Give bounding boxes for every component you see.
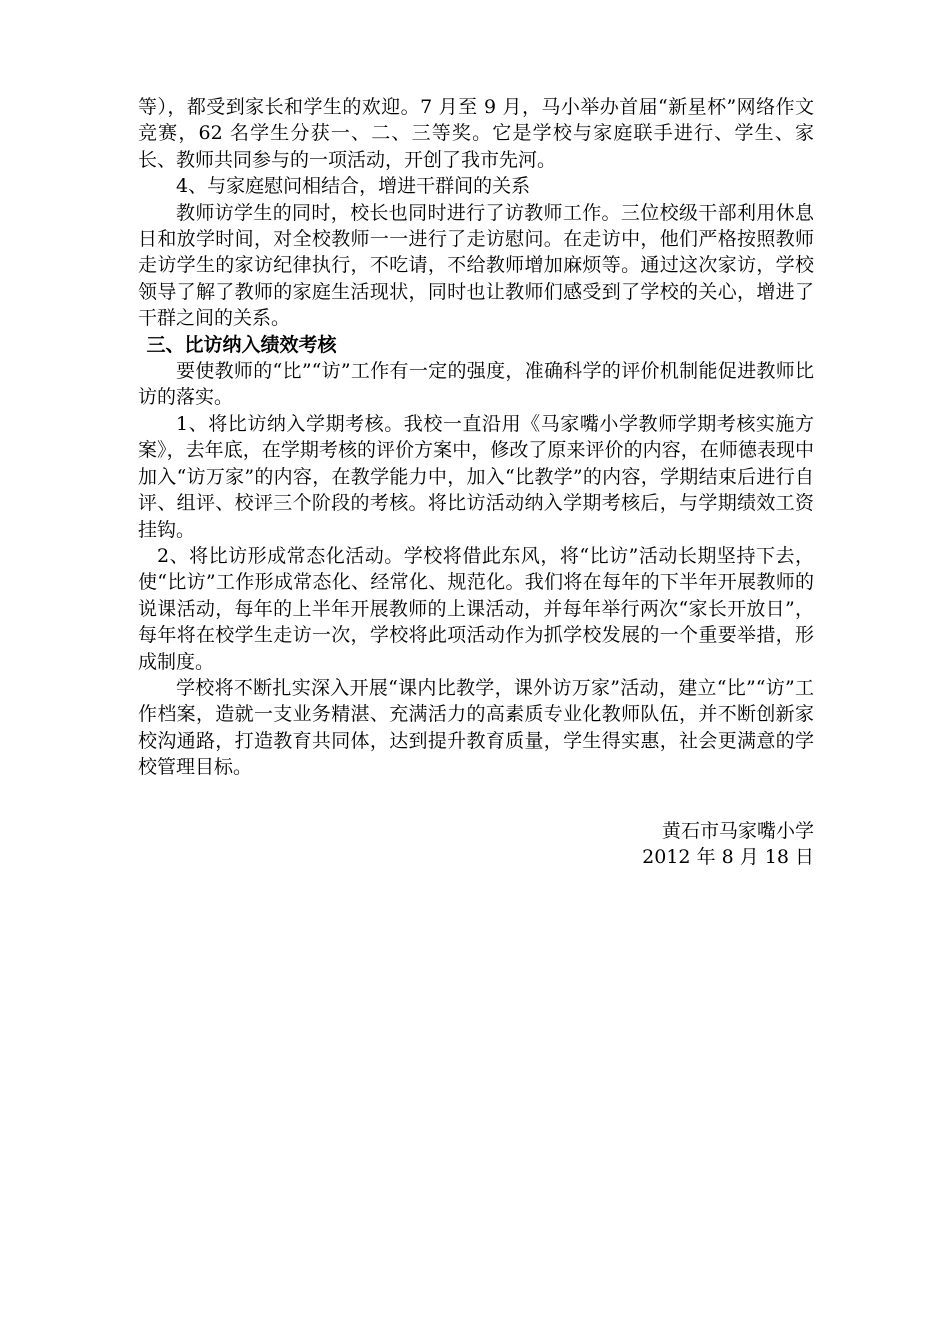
paragraph-continuation: 等），都受到家长和学生的欢迎。7 月至 9 月，马小举办首届“新星杯”网络作文竞赛，62 名学生分获一、二、三等奖。它是学校与家庭联手进行、学生、家长、教师共同参与的一项活动，开创了我市先河。 [138,96,814,171]
paragraph-teacher-visits: 教师访学生的同时，校长也同时进行了访教师工作。三位校级干部利用休息日和放学时间，对全校教师一一进行了走访慰问。在走访中，他们严格按照教师走访学生的家访纪律执行，不吃请，不给教师增加麻烦等。通过这次家访，学校领导了解了教师的家庭生活现状，同时也让教师们感受到了学校的关心，增进了干群之间的关系。 [138,201,814,330]
paragraph-evaluation-intro: 要使教师的“比”“访”工作有一定的强度，准确科学的评价机制能促进教师比访的落实。 [138,360,814,409]
signature-organization: 黄石市马家嘴小学 [661,820,814,842]
document-body [138,94,814,781]
paragraph-regular-activity: 2、将比访形成常态化活动。学校将借此东风，将“比访”活动长期坚持下去，使“比访”工作形成常态化、经常化、规范化。我们将在每年的下半年开展教师的说课活动，每年的上半年开展教师的上课活动，并每年举行两次“家长开放日”，每年将在校学生走访一次，学校将此项活动作为抓学校发展的一个重要举措，形成制度。 [138,544,814,673]
signature-date: 2012 年 8 月 18 日 [642,846,814,869]
paragraph-conclusion: 学校将不断扎实深入开展“课内比教学，课外访万家”活动，建立“比”“访”工作档案，造就一支业务精湛、充满活力的高素质专业化教师队伍，并不断创新家校沟通路，打造教育共同体，达到提升教育质量，学生得实惠，社会更满意的学校管理目标。 [138,676,814,779]
section-heading-performance: 三、比访纳入绩效考核 [146,333,337,356]
subheading-family-visits: 4、与家庭慰问相结合，增进干群间的关系 [176,175,531,198]
paragraph-semester-assessment: 1、将比访纳入学期考核。我校一直沿用《马家嘴小学教师学期考核实施方案》，去年底，在学期考核的评价方案中，修改了原来评价的内容，在师德表现中加入“访万家”的内容，在教学能力中，加入“比教学”的内容，学期结束后进行自评、组评、校评三个阶段的考核。将比访活动纳入学期考核后，与学期绩效工资挂钩。 [138,412,814,541]
signature-block [560,818,814,871]
